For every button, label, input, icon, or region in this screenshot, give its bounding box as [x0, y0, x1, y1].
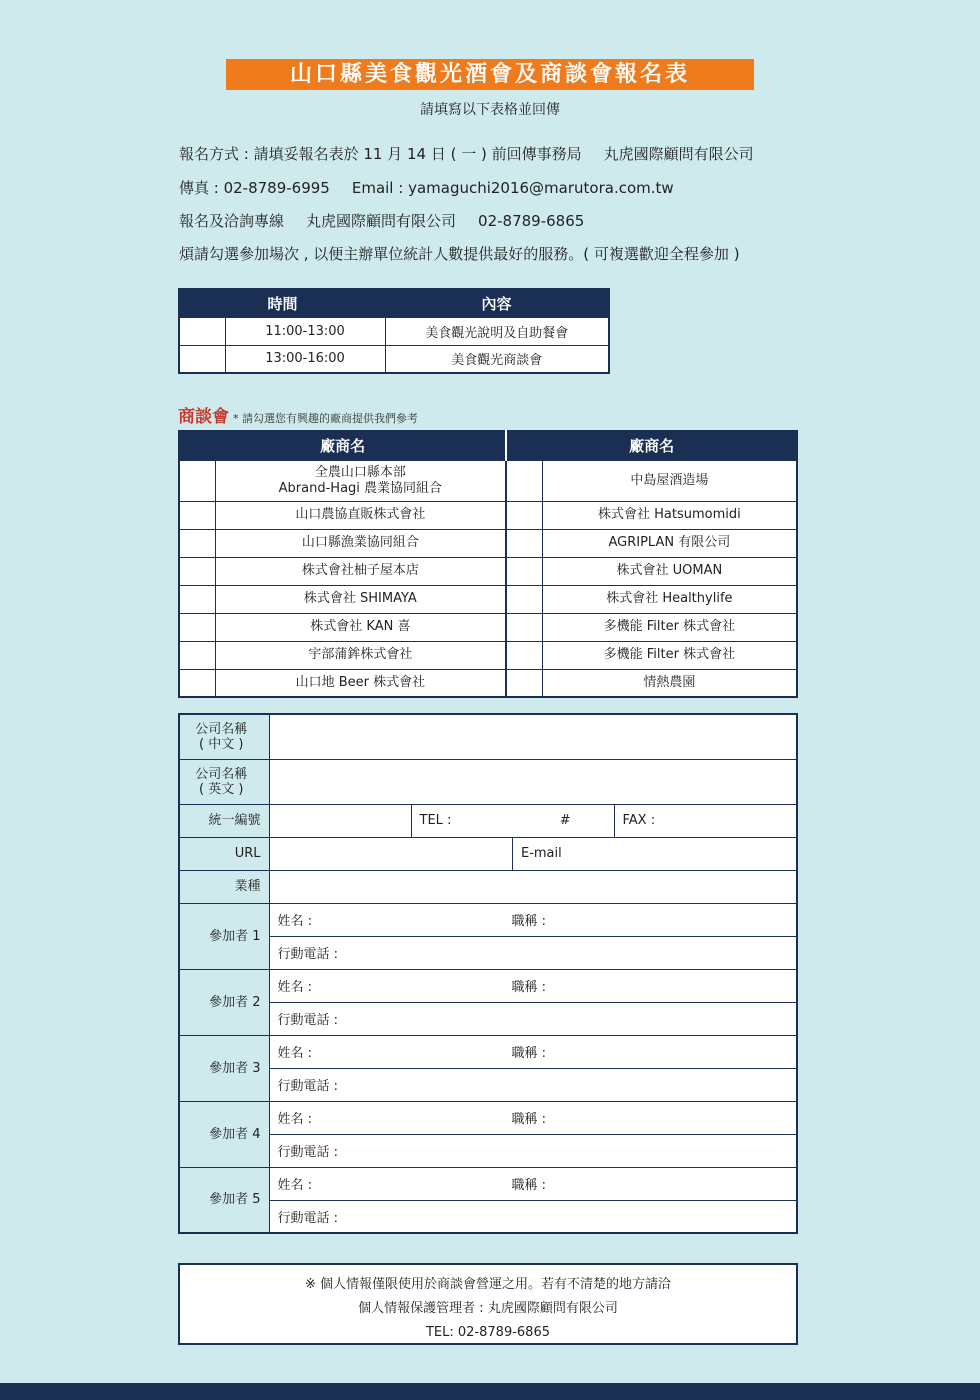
info-email[interactable]: Email : yamaguchi2016@marutora.com.tw	[351, 179, 674, 197]
vendor-header-right: 廠商名	[506, 431, 797, 460]
mobile-label: 行動電話 :	[277, 1210, 339, 1226]
job-label: 職稱 :	[511, 1112, 547, 1127]
privacy-note-line: ※ 個人情報僅限使用於商談會營運之用。若有不清楚的地方請洽	[304, 1277, 672, 1292]
name-label: 姓名 :	[277, 1112, 313, 1127]
business-heading-title: 商談會	[178, 407, 229, 427]
participant-mobile-field[interactable]	[269, 1002, 797, 1035]
vendor-name-line: 全農山口縣本部	[314, 464, 406, 480]
url-field[interactable]	[269, 837, 512, 870]
vendor-header-left: 廠商名	[179, 431, 506, 460]
vendor-name	[215, 460, 506, 501]
vendor-name: 多機能 Filter 株式會社	[542, 641, 797, 669]
mobile-label: 行動電話 :	[277, 947, 339, 962]
company-en-label-line: 公司名稱	[195, 766, 248, 782]
participant-name-field[interactable]	[269, 1035, 797, 1068]
name-label: 姓名 :	[277, 914, 313, 929]
vendor-row	[179, 460, 797, 501]
vendor-checkbox[interactable]	[179, 613, 215, 641]
vendor-name: AGRIPLAN 有限公司	[542, 529, 797, 557]
vendor-checkbox[interactable]	[179, 501, 215, 529]
privacy-note-phone: TEL: 02-8789-6865	[425, 1325, 550, 1340]
tax-id-field[interactable]	[269, 804, 411, 837]
vendor-name: 多機能 Filter 株式會社	[542, 613, 797, 641]
info-registration-text: 報名方式 : 請填妥報名表於 11 月 14 日 ( 一 ) 前回傳事務局	[179, 145, 582, 163]
vendor-checkbox[interactable]	[506, 501, 542, 529]
company-cn-field[interactable]	[269, 714, 797, 759]
job-label: 職稱 :	[511, 1046, 547, 1061]
participant-label: 參加者 3	[179, 1035, 269, 1101]
vendor-row	[179, 501, 797, 529]
participant-name-field[interactable]	[269, 903, 797, 936]
schedule-header-content: 內容	[385, 289, 609, 317]
vendor-row	[179, 613, 797, 641]
tel-field[interactable]	[411, 804, 614, 837]
vendor-checkbox[interactable]	[179, 529, 215, 557]
vendor-checkbox[interactable]	[179, 460, 215, 501]
vendor-name: 株式會社 Healthylife	[542, 585, 797, 613]
business-heading	[178, 402, 418, 427]
vendor-checkbox[interactable]	[179, 557, 215, 585]
url-label: URL	[179, 837, 269, 870]
participant-label: 參加者 4	[179, 1101, 269, 1167]
company-en-label	[179, 759, 269, 804]
vendor-checkbox[interactable]	[506, 613, 542, 641]
schedule-row	[179, 317, 609, 345]
info-organizer: 丸虎國際顧問有限公司	[603, 145, 754, 163]
vendor-name: 株式會社 UOMAN	[542, 557, 797, 585]
email-label: E-mail	[520, 846, 562, 861]
tax-id-label: 統一編號	[179, 804, 269, 837]
vendor-checkbox[interactable]	[506, 529, 542, 557]
participant-label: 參加者 1	[179, 903, 269, 969]
schedule-time: 11:00-13:00	[225, 317, 385, 345]
info-fax: 傳真 : 02-8789-6995	[179, 179, 330, 197]
vendor-name: 情熱農園	[542, 669, 797, 697]
job-label: 職稱 :	[511, 980, 547, 995]
privacy-note-line: 個人情報保護管理者 : 丸虎國際顧問有限公司	[358, 1301, 618, 1316]
vendor-checkbox[interactable]	[506, 460, 542, 501]
schedule-content: 美食觀光商談會	[385, 345, 609, 373]
vendor-name: 山口地 Beer 株式會社	[215, 669, 506, 697]
vendor-checkbox[interactable]	[506, 557, 542, 585]
name-label: 姓名 :	[277, 980, 313, 995]
schedule-checkbox[interactable]	[179, 317, 225, 345]
participant-name-field[interactable]	[269, 1167, 797, 1200]
vendor-checkbox[interactable]	[506, 641, 542, 669]
industry-field[interactable]	[269, 870, 797, 903]
vendor-checkbox[interactable]	[179, 641, 215, 669]
privacy-note	[178, 1263, 798, 1345]
schedule-row	[179, 345, 609, 373]
vendor-name: 中島屋酒造場	[542, 460, 797, 501]
subtitle: 請填寫以下表格並回傳	[420, 102, 560, 118]
participant-mobile-field[interactable]	[269, 1068, 797, 1101]
company-en-label-line: ( 英文 )	[199, 781, 244, 797]
vendor-row	[179, 557, 797, 585]
info-hotline-phone: 02-8789-6865	[478, 212, 585, 230]
participant-mobile-field[interactable]	[269, 1134, 797, 1167]
company-cn-label-line: ( 中文 )	[199, 736, 244, 752]
company-cn-label-line: 公司名稱	[195, 721, 248, 737]
vendor-name: 山口縣漁業協同組合	[215, 529, 506, 557]
vendor-name: 宇部蒲鉾株式會社	[215, 641, 506, 669]
vendor-row	[179, 585, 797, 613]
schedule-checkbox[interactable]	[179, 345, 225, 373]
participant-label: 參加者 2	[179, 969, 269, 1035]
form-title: 山口縣美食觀光酒會及商談會報名表	[226, 59, 754, 90]
company-cn-label	[179, 714, 269, 759]
vendor-row	[179, 529, 797, 557]
participant-mobile-field[interactable]	[269, 936, 797, 969]
mobile-label: 行動電話 :	[277, 1013, 339, 1028]
name-label: 姓名 :	[277, 1046, 313, 1061]
participant-name-field[interactable]	[269, 969, 797, 1002]
info-hotline	[179, 210, 584, 231]
mobile-label: 行動電話 :	[277, 1145, 339, 1160]
vendor-name: 株式會社 SHIMAYA	[215, 585, 506, 613]
vendor-name: 株式會社 KAN 喜	[215, 613, 506, 641]
footer-bar	[0, 1383, 980, 1400]
participant-label: 參加者 5	[179, 1167, 269, 1233]
industry-label: 業種	[179, 870, 269, 903]
fax-field[interactable]	[614, 804, 797, 837]
job-label: 職稱 :	[511, 1178, 547, 1193]
participant-mobile-field[interactable]	[269, 1200, 797, 1233]
fax-label: FAX :	[622, 813, 656, 828]
vendor-name: 株式會社柚子屋本店	[215, 557, 506, 585]
email-field[interactable]	[512, 837, 797, 870]
schedule-header-time: 時間	[179, 289, 385, 317]
company-en-field[interactable]	[269, 759, 797, 804]
schedule-time: 13:00-16:00	[225, 345, 385, 373]
schedule-table	[178, 288, 610, 374]
mobile-label: 行動電話 :	[277, 1079, 339, 1094]
vendor-checkbox[interactable]	[179, 585, 215, 613]
vendor-name: 株式會社 Hatsumomidi	[542, 501, 797, 529]
info-registration	[179, 143, 754, 164]
vendor-checkbox[interactable]	[506, 669, 542, 697]
tel-label: TEL :	[419, 813, 452, 828]
job-label: 職稱 :	[511, 914, 547, 929]
schedule-content: 美食觀光說明及自助餐會	[385, 317, 609, 345]
vendor-checkbox[interactable]	[179, 669, 215, 697]
info-instruction: 煩請勾選參加場次 , 以便主辦單位統計人數提供最好的服務。( 可複選歡迎全程參加 )	[179, 245, 740, 263]
vendor-row	[179, 669, 797, 697]
vendor-table	[178, 430, 798, 698]
info-hotline-label: 報名及洽詢專線	[179, 212, 285, 230]
name-label: 姓名 :	[277, 1178, 313, 1193]
vendor-name-line: Abrand-Hagi 農業協同組合	[278, 480, 443, 496]
vendor-checkbox[interactable]	[506, 585, 542, 613]
vendor-name: 山口農協直販株式會社	[215, 501, 506, 529]
vendor-row	[179, 641, 797, 669]
info-hotline-company: 丸虎國際顧問有限公司	[306, 212, 457, 230]
ext-label: #	[559, 813, 571, 828]
info-contact	[179, 177, 674, 198]
business-heading-note: * 請勾選您有興趣的廠商提供我們參考	[233, 412, 418, 425]
registration-form	[178, 713, 798, 1234]
participant-name-field[interactable]	[269, 1101, 797, 1134]
